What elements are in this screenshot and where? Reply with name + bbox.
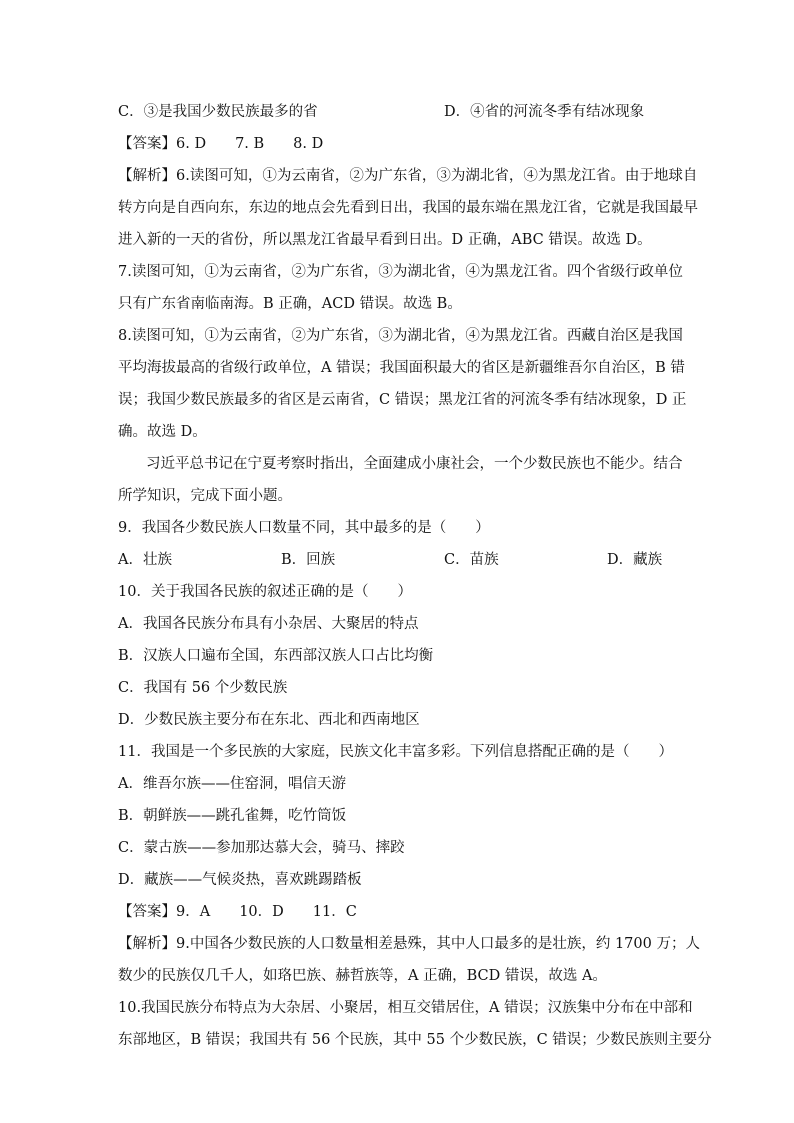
analysis-line: 数少的民族仅几千人，如珞巴族、赫哲族等，A 正确，BCD 错误，故选 A。 bbox=[118, 968, 607, 984]
prompt-paragraph: 习近平总书记在宁夏考察时指出，全面建成小康社会，一个少数民族也不能少。结合 bbox=[146, 456, 683, 472]
q10-option: D．少数民族主要分布在东北、西北和西南地区 bbox=[118, 712, 420, 728]
analysis-line: 转方向是自西向东，东边的地点会先看到日出，我国的最东端在黑龙江省，它就是我国最早 bbox=[118, 200, 698, 216]
q9-option-c: C．苗族 bbox=[444, 552, 499, 568]
q10-option: C．我国有 56 个少数民族 bbox=[118, 680, 288, 696]
option-c: C．③是我国少数民族最多的省 bbox=[118, 104, 318, 120]
q10-option: B．汉族人口遍布全国，东西部汉族人口占比均衡 bbox=[118, 648, 434, 664]
answer-9-11: 【答案】9．A 10．D 11．C bbox=[118, 904, 357, 920]
option-d: D．④省的河流冬季有结冰现象 bbox=[444, 104, 645, 120]
question-10: 10．关于我国各民族的叙述正确的是（ ） bbox=[118, 584, 412, 600]
q9-option-d: D．藏族 bbox=[607, 552, 663, 568]
analysis-line: 【解析】6.读图可知，①为云南省，②为广东省，③为湖北省，④为黑龙江省。由于地球自 bbox=[118, 168, 698, 184]
analysis-line: 7.读图可知，①为云南省，②为广东省，③为湖北省，④为黑龙江省。四个省级行政单位 bbox=[118, 264, 683, 280]
q11-option: B．朝鲜族——跳孔雀舞，吃竹筒饭 bbox=[118, 808, 347, 824]
analysis-line: 10.我国民族分布特点为大杂居、小聚居，相互交错居住，A 错误；汉族集中分布在中部和 bbox=[118, 1000, 693, 1016]
question-9: 9．我国各少数民族人口数量不同，其中最多的是（ ） bbox=[118, 520, 490, 536]
q11-option: D．藏族——气候炎热，喜欢跳踢踏板 bbox=[118, 872, 362, 888]
analysis-line: 平均海拔最高的省级行政单位，A 错误；我国面积最大的省区是新疆维吾尔自治区，B 错 bbox=[118, 360, 685, 376]
question-11: 11．我国是一个多民族的大家庭，民族文化丰富多彩。下列信息搭配正确的是（ ） bbox=[118, 744, 673, 760]
analysis-line: 东部地区，B 错误；我国共有 56 个民族，其中 55 个少数民族，C 错误；少数民族则主要分 bbox=[118, 1032, 712, 1048]
analysis-line: 确。故选 D。 bbox=[118, 424, 207, 440]
q11-option: A．维吾尔族——住窑洞，唱信天游 bbox=[118, 776, 346, 792]
analysis-line: 【解析】9.中国各少数民族的人口数量相差悬殊，其中人口最多的是壮族，约 1700 万；人 bbox=[118, 936, 700, 952]
analysis-line: 8.读图可知，①为云南省，②为广东省，③为湖北省，④为黑龙江省。西藏自治区是我国 bbox=[118, 328, 683, 344]
q9-option-b: B．回族 bbox=[281, 552, 336, 568]
answer-6-8: 【答案】6. D 7. B 8. D bbox=[118, 136, 324, 152]
q11-option: C．蒙古族——参加那达慕大会，骑马、摔跤 bbox=[118, 840, 405, 856]
q9-option-a: A．壮族 bbox=[118, 552, 172, 568]
analysis-line: 误；我国少数民族最多的省区是云南省，C 错误；黑龙江省的河流冬季有结冰现象，D 正 bbox=[118, 392, 687, 408]
q10-option: A．我国各民族分布具有小杂居、大聚居的特点 bbox=[118, 616, 419, 632]
analysis-line: 进入新的一天的省份，所以黑龙江省最早看到日出。D 正确，ABC 错误。故选 D。 bbox=[118, 232, 652, 248]
analysis-line: 只有广东省南临南海。B 正确，ACD 错误。故选 B。 bbox=[118, 296, 462, 312]
prompt-paragraph: 所学知识，完成下面小题。 bbox=[118, 488, 292, 504]
